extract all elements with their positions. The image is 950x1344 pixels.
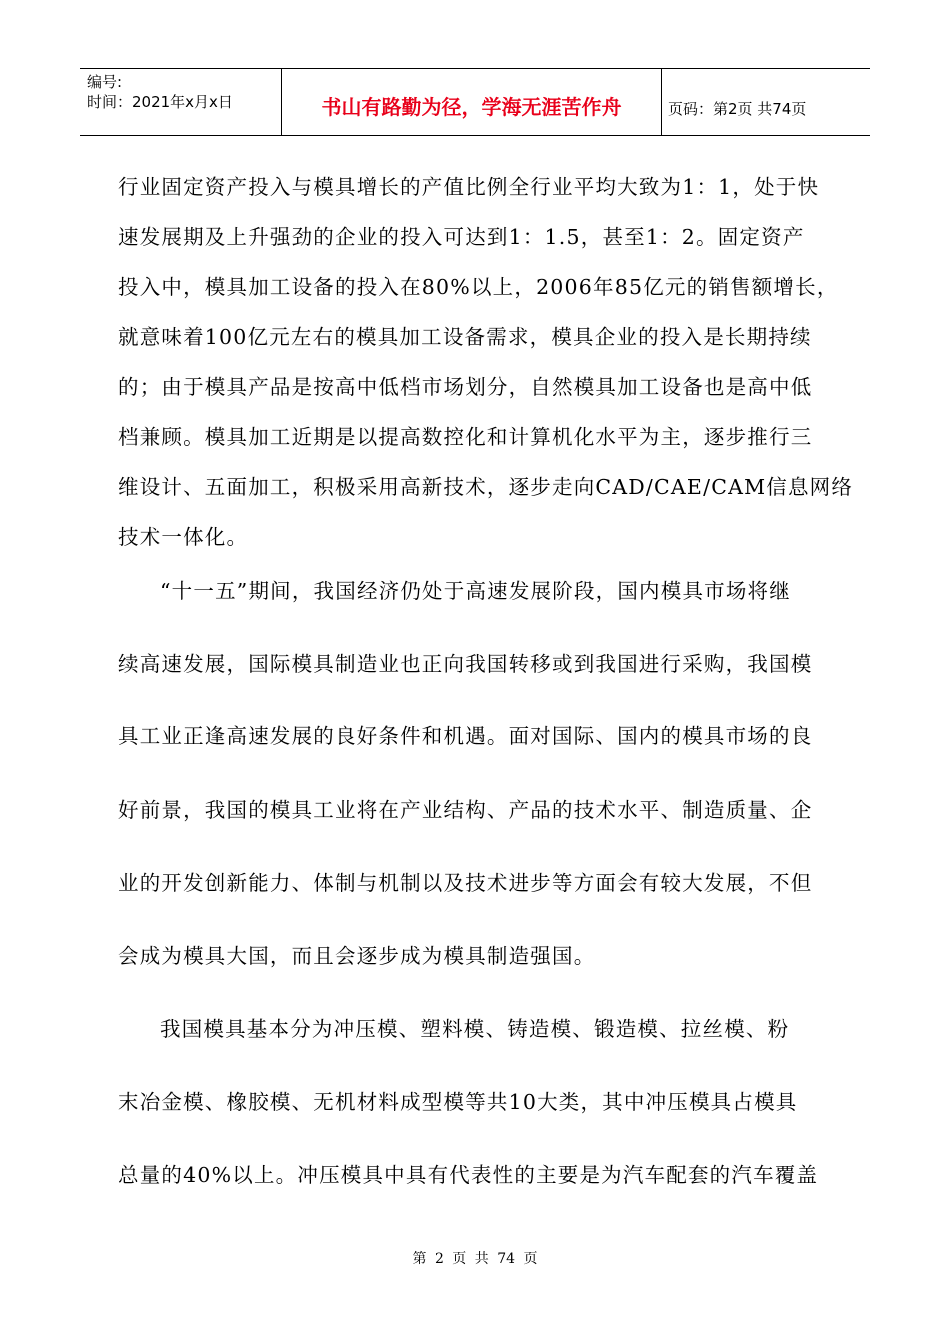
- date-label: 时间：2021年x月x日: [87, 93, 233, 111]
- header-meta-cell: [80, 69, 282, 135]
- text-line: 业的开发创新能力、体制与机制以及技术进步等方面会有较大发展，不但: [118, 871, 813, 895]
- serial-number-label: 编号:: [87, 73, 123, 91]
- text-line: 档兼顾。模具加工近期是以提高数控化和计算机化水平为主，逐步推行三: [118, 425, 813, 449]
- text-line: 投入中，模具加工设备的投入在80%以上，2006年85亿元的销售额增长，: [118, 275, 839, 299]
- page-header: [80, 68, 870, 136]
- motto: 书山有路勤为径，学海无涯苦作舟: [282, 69, 662, 135]
- text-line: 我国模具基本分为冲压模、塑料模、铸造模、锻造模、拉丝模、粉: [160, 1017, 790, 1041]
- page-footer: 第 2 页 共 74 页: [412, 1251, 538, 1267]
- text-line: 会成为模具大国，而且会逐步成为模具制造强国。: [118, 944, 596, 968]
- text-line: 技术一体化。: [118, 525, 249, 549]
- text-line: 续高速发展，国际模具制造业也正向我国转移或到我国进行采购，我国模: [118, 652, 813, 676]
- text-line: 总量的40%以上。冲压模具中具有代表性的主要是为汽车配套的汽车覆盖: [118, 1163, 819, 1187]
- page-info: 页码：第2页 共74页: [668, 99, 807, 118]
- text-line: 维设计、五面加工，积极采用高新技术，逐步走向CAD/CAE/CAM信息网络: [118, 475, 854, 499]
- text-line: 末冶金模、橡胶模、无机材料成型模等共10大类，其中冲压模具占模具: [118, 1090, 798, 1114]
- text-line: 速发展期及上升强劲的企业的投入可达到1：1.5，甚至1：2。固定资产: [118, 225, 805, 249]
- text-line: 的；由于模具产品是按高中低档市场划分，自然模具加工设备也是高中低: [118, 375, 813, 399]
- text-line: “十一五”期间，我国经济仍处于高速发展阶段，国内模具市场将继: [160, 579, 791, 603]
- text-line: 就意味着100亿元左右的模具加工设备需求，模具企业的投入是长期持续: [118, 325, 812, 349]
- text-line: 好前景，我国的模具工业将在产业结构、产品的技术水平、制造质量、企: [118, 798, 813, 822]
- text-line: 行业固定资产投入与模具增长的产值比例全行业平均大致为1：1，处于快: [118, 175, 820, 199]
- text-line: 具工业正逢高速发展的良好条件和机遇。面对国际、国内的模具市场的良: [118, 724, 813, 748]
